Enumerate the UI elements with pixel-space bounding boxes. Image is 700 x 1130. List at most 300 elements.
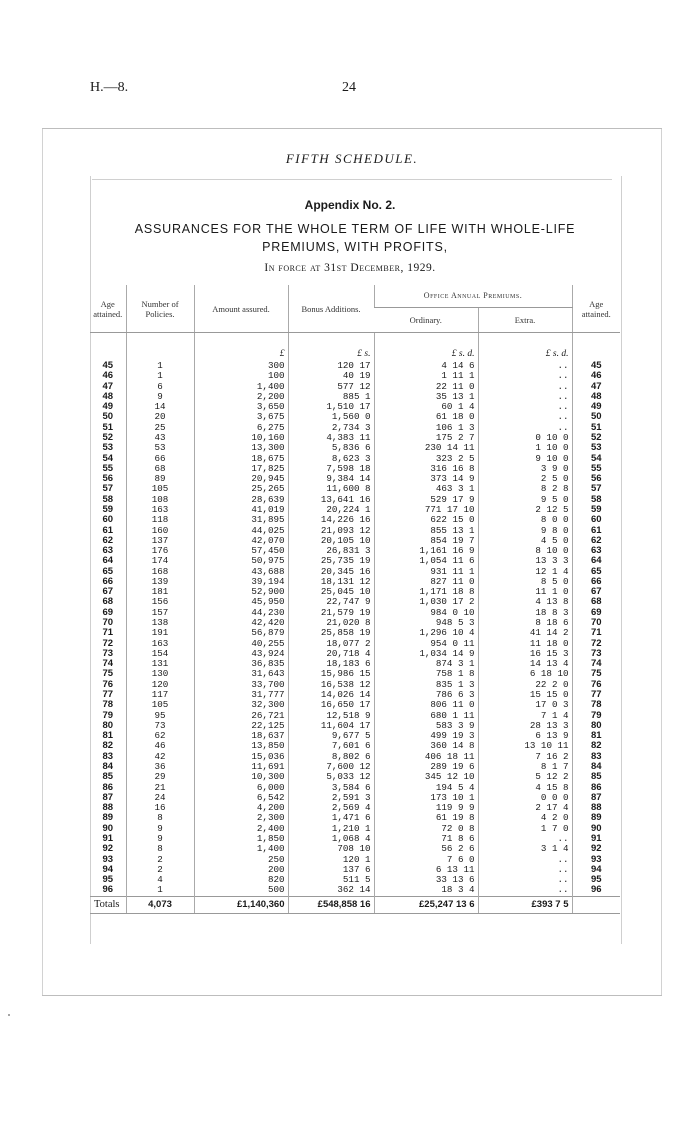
cell-extra: 9 8 0 [478,526,572,536]
cell-policies: 6 [126,382,194,392]
cell-age-right: 55 [572,464,620,474]
cell-extra: .. [478,855,572,865]
cell-bonus: 577 12 [288,382,374,392]
heading-line-2: PREMIUMS, WITH PROFITS, [262,240,448,254]
cell-amount: 820 [194,875,288,885]
cell-amount: 300 [194,361,288,371]
cell-age: 94 [102,863,114,875]
cell-age: 90 [102,822,114,834]
cell-ordinary: 18 3 4 [374,885,478,896]
unit-bonus: £ s. [288,347,374,361]
cell-policies: 36 [126,762,194,772]
cell-ordinary: 406 18 11 [374,752,478,762]
cell-policies: 160 [126,526,194,536]
cell-amount: 4,200 [194,803,288,813]
cell-age: 76 [102,678,114,690]
cell-extra: .. [478,865,572,875]
cell-amount: 50,975 [194,556,288,566]
cell-age-right: 45 [572,361,620,371]
cell-ordinary: 529 17 9 [374,495,478,505]
cell-policies: 118 [126,515,194,525]
unit-extra: £ s. d. [478,347,572,361]
cell-extra: 0 10 0 [478,433,572,443]
cell-amount: 31,895 [194,515,288,525]
cell-policies: 105 [126,484,194,494]
cell-age-right: 79 [572,711,620,721]
cell-bonus: 9,677 5 [288,731,374,741]
cell-age-right: 71 [572,628,620,638]
cell-extra: 7 1 4 [478,711,572,721]
cell-policies: 95 [126,711,194,721]
cell-amount: 40,255 [194,639,288,649]
cell-amount: 2,400 [194,824,288,834]
cell-age-right: 72 [572,639,620,649]
totals-amount: £1,140,360 [194,896,288,913]
cell-bonus: 7,598 18 [288,464,374,474]
cell-amount: 200 [194,865,288,875]
cell-amount: 42,070 [194,536,288,546]
cell-amount: 10,160 [194,433,288,443]
cell-bonus: 11,604 17 [288,721,374,731]
cell-ordinary: 289 19 6 [374,762,478,772]
cell-bonus: 1,471 6 [288,813,374,823]
cell-amount: 25,265 [194,484,288,494]
units-row [90,347,620,361]
cell-bonus: 11,600 8 [288,484,374,494]
cell-age: 56 [102,473,114,485]
cell-ordinary: 771 17 10 [374,505,478,515]
cell-age: 49 [102,401,114,413]
cell-extra: .. [478,382,572,392]
cell-age-right: 50 [572,412,620,422]
cell-amount: 32,300 [194,700,288,710]
cell-extra: .. [478,885,572,896]
cell-extra: .. [478,412,572,422]
header-age-attained: Age attained. [90,285,126,333]
cell-ordinary: 230 14 11 [374,443,478,453]
cell-age-right: 83 [572,752,620,762]
cell-bonus: 7,601 6 [288,741,374,751]
cell-bonus: 137 6 [288,865,374,875]
cell-bonus: 1,068 4 [288,834,374,844]
cell-age: 78 [102,699,114,711]
cell-amount: 500 [194,885,288,896]
cell-extra: 11 18 0 [478,639,572,649]
cell-bonus: 16,538 12 [288,680,374,690]
cell-amount: 1,400 [194,844,288,854]
cell-bonus: 14,226 16 [288,515,374,525]
cell-extra: 11 1 0 [478,587,572,597]
frame-left-rule [42,129,43,995]
cell-ordinary: 6 13 11 [374,865,478,875]
cell-ordinary: 360 14 8 [374,741,478,751]
cell-bonus: 20,105 10 [288,536,374,546]
unit-amount: £ [194,347,288,361]
table-row [90,844,620,854]
cell-age: 79 [102,709,114,721]
cell-bonus: 5,033 12 [288,772,374,782]
spacer-row [90,333,620,348]
cell-age: 74 [102,658,114,670]
cell-age: 52 [102,431,114,443]
cell-extra: 8 10 0 [478,546,572,556]
cell-policies: 108 [126,495,194,505]
cell-age: 85 [102,771,114,783]
cell-policies: 2 [126,855,194,865]
header-extra: Extra. [478,308,572,333]
cell-bonus: 8,623 3 [288,454,374,464]
schedule-title: FIFTH SCHEDULE. [285,151,419,166]
cell-amount: 6,542 [194,793,288,803]
cell-age: 92 [102,843,114,855]
cell-age: 59 [102,503,114,515]
cell-ordinary: 931 11 1 [374,567,478,577]
heading-line-1: ASSURANCES FOR THE WHOLE TERM OF LIFE WITH WHOLE-LIFE [134,222,576,236]
cell-extra: 2 17 4 [478,803,572,813]
cell-bonus: 1,210 1 [288,824,374,834]
cell-ordinary: 1,171 18 8 [374,587,478,597]
table-row [90,772,620,782]
cell-policies: 1 [126,885,194,896]
cell-amount: 250 [194,855,288,865]
cell-bonus: 20,224 1 [288,505,374,515]
cell-ordinary: 72 0 8 [374,824,478,834]
cell-bonus: 885 1 [288,392,374,402]
cell-age-right: 80 [572,721,620,731]
cell-age-right: 63 [572,546,620,556]
header-office-annual-premiums: Office Annual Premiums. [374,285,572,308]
cell-ordinary: 1,161 16 9 [374,546,478,556]
cell-amount: 31,643 [194,669,288,679]
cell-extra: .. [478,402,572,412]
cell-extra: .. [478,834,572,844]
cell-extra: 41 14 2 [478,628,572,638]
cell-age-right: 94 [572,865,620,875]
cell-age-right: 81 [572,731,620,741]
cell-bonus: 511 5 [288,875,374,885]
cell-extra: 1 10 0 [478,443,572,453]
cell-amount: 44,025 [194,526,288,536]
cell-policies: 29 [126,772,194,782]
cell-policies: 9 [126,824,194,834]
cell-bonus: 3,584 6 [288,783,374,793]
cell-bonus: 708 10 [288,844,374,854]
cell-extra: 3 9 0 [478,464,572,474]
cell-age: 71 [102,627,114,639]
cell-ordinary: 583 3 9 [374,721,478,731]
cell-amount: 1,400 [194,382,288,392]
cell-ordinary: 35 13 1 [374,392,478,402]
cell-ordinary: 622 15 0 [374,515,478,525]
cell-extra: 4 13 8 [478,597,572,607]
header-bonus-additions: Bonus Additions. [288,285,374,333]
cell-extra: 15 15 0 [478,690,572,700]
cell-extra: 14 13 4 [478,659,572,669]
cell-age: 80 [102,719,114,731]
cell-ordinary: 1,296 10 4 [374,628,478,638]
stray-mark [8,1014,10,1016]
cell-age: 62 [102,534,114,546]
cell-amount: 26,721 [194,711,288,721]
appendix-label: Appendix No. 2. [304,198,396,212]
cell-policies: 62 [126,731,194,741]
cell-policies: 163 [126,639,194,649]
cell-extra: 18 8 3 [478,608,572,618]
cell-policies: 8 [126,844,194,854]
cell-bonus: 21,020 8 [288,618,374,628]
cell-amount: 56,879 [194,628,288,638]
cell-policies: 168 [126,567,194,577]
cell-ordinary: 106 1 3 [374,423,478,433]
cell-policies: 68 [126,464,194,474]
cell-extra: 1 7 0 [478,824,572,834]
table-row [90,443,620,453]
cell-ordinary: 60 1 4 [374,402,478,412]
cell-policies: 9 [126,834,194,844]
cell-age: 93 [102,853,114,865]
cell-extra: .. [478,392,572,402]
header-amount-assured: Amount assured. [194,285,288,333]
cell-age-right: 67 [572,587,620,597]
cell-policies: 176 [126,546,194,556]
cell-extra: 9 10 0 [478,454,572,464]
cell-extra: 17 0 3 [478,700,572,710]
cell-age: 64 [102,555,114,567]
cell-bonus: 13,641 16 [288,495,374,505]
cell-extra: .. [478,875,572,885]
cell-age: 73 [102,647,114,659]
cell-age-right: 95 [572,875,620,885]
page-number: 24 [342,80,356,95]
cell-age: 51 [102,421,114,433]
cell-ordinary: 463 3 1 [374,484,478,494]
cell-policies: 117 [126,690,194,700]
cell-age: 91 [102,832,114,844]
cell-policies: 120 [126,680,194,690]
cell-extra: 6 13 9 [478,731,572,741]
cell-amount: 42,420 [194,618,288,628]
cell-policies: 66 [126,454,194,464]
cell-amount: 41,019 [194,505,288,515]
cell-bonus: 18,183 6 [288,659,374,669]
cell-amount: 18,675 [194,454,288,464]
totals-policies: 4,073 [126,896,194,913]
cell-age: 88 [102,802,114,814]
cell-age-right: 73 [572,649,620,659]
totals-bonus: £548,858 16 [288,896,374,913]
cell-extra: 9 5 0 [478,495,572,505]
cell-age-right: 68 [572,597,620,607]
cell-bonus: 362 14 [288,885,374,896]
cell-ordinary: 56 2 6 [374,844,478,854]
cell-age-right: 46 [572,371,620,381]
cell-ordinary: 194 5 4 [374,783,478,793]
cell-age: 53 [102,442,114,454]
frame-right-rule [661,129,662,995]
cell-ordinary: 323 2 5 [374,454,478,464]
cell-policies: 20 [126,412,194,422]
cell-extra: 0 0 0 [478,793,572,803]
cell-ordinary: 316 16 8 [374,464,478,474]
cell-amount: 43,688 [194,567,288,577]
cell-amount: 11,691 [194,762,288,772]
cell-policies: 138 [126,618,194,628]
cell-age-right: 90 [572,824,620,834]
cell-age-right: 85 [572,772,620,782]
cell-policies: 16 [126,803,194,813]
cell-amount: 1,850 [194,834,288,844]
cell-age-right: 48 [572,392,620,402]
cell-ordinary: 948 5 3 [374,618,478,628]
cell-amount: 2,200 [194,392,288,402]
cell-age-right: 56 [572,474,620,484]
cell-ordinary: 61 18 0 [374,412,478,422]
cell-extra: 28 13 3 [478,721,572,731]
in-force-date: In force at 31st December, 1929. [264,262,436,274]
cell-age-right: 51 [572,423,620,433]
cell-bonus: 4,383 11 [288,433,374,443]
cell-age-right: 75 [572,669,620,679]
cell-amount: 44,230 [194,608,288,618]
cell-policies: 181 [126,587,194,597]
cell-age: 87 [102,791,114,803]
cell-amount: 52,900 [194,587,288,597]
cell-ordinary: 786 6 3 [374,690,478,700]
cell-extra: 4 5 0 [478,536,572,546]
cell-policies: 8 [126,813,194,823]
cell-amount: 15,036 [194,752,288,762]
cell-age: 48 [102,390,114,402]
cell-age: 63 [102,545,114,557]
cell-age-right: 84 [572,762,620,772]
cell-amount: 18,637 [194,731,288,741]
cell-extra: 13 10 11 [478,741,572,751]
cell-amount: 33,700 [194,680,288,690]
cell-policies: 4 [126,875,194,885]
cell-policies: 89 [126,474,194,484]
cell-extra: 5 12 2 [478,772,572,782]
unit-ordinary: £ s. d. [374,347,478,361]
cell-extra: 16 15 3 [478,649,572,659]
cell-policies: 25 [126,423,194,433]
cell-ordinary: 835 1 3 [374,680,478,690]
cell-bonus: 20,718 4 [288,649,374,659]
cell-ordinary: 7 6 0 [374,855,478,865]
cell-age-right: 77 [572,690,620,700]
cell-ordinary: 855 13 1 [374,526,478,536]
cell-ordinary: 874 3 1 [374,659,478,669]
cell-age-right: 60 [572,515,620,525]
cell-age-right: 61 [572,526,620,536]
cell-ordinary: 4 14 6 [374,361,478,371]
cell-extra: 7 16 2 [478,752,572,762]
cell-ordinary: 758 1 8 [374,669,478,679]
cell-bonus: 5,836 6 [288,443,374,453]
page-header-left: H.—8. [90,80,129,95]
cell-age-right: 74 [572,659,620,669]
cell-age-right: 65 [572,567,620,577]
totals-extra: £393 7 5 [478,896,572,913]
cell-age: 81 [102,730,114,742]
cell-age-right: 64 [572,556,620,566]
cell-extra: .. [478,423,572,433]
cell-age: 66 [102,575,114,587]
cell-age: 45 [102,360,114,371]
cell-age-right: 69 [572,608,620,618]
cell-bonus: 7,600 12 [288,762,374,772]
cell-bonus: 26,831 3 [288,546,374,556]
cell-extra: 3 1 4 [478,844,572,854]
cell-bonus: 2,734 3 [288,423,374,433]
cell-bonus: 1,560 0 [288,412,374,422]
cell-age-right: 93 [572,855,620,865]
cell-ordinary: 61 19 8 [374,813,478,823]
cell-policies: 9 [126,392,194,402]
cell-ordinary: 1,030 17 2 [374,597,478,607]
cell-amount: 17,825 [194,464,288,474]
header-ordinary: Ordinary. [374,308,478,333]
cell-extra: 8 2 8 [478,484,572,494]
cell-policies: 53 [126,443,194,453]
cell-bonus: 120 17 [288,361,374,371]
cell-age: 58 [102,493,114,505]
cell-extra: 2 5 0 [478,474,572,484]
cell-amount: 13,850 [194,741,288,751]
cell-bonus: 15,986 15 [288,669,374,679]
totals-row [90,896,620,913]
cell-bonus: 2,591 3 [288,793,374,803]
cell-age-right: 66 [572,577,620,587]
cell-policies: 163 [126,505,194,515]
cell-bonus: 21,093 12 [288,526,374,536]
cell-age: 89 [102,812,114,824]
cell-bonus: 9,384 14 [288,474,374,484]
cell-age-right: 62 [572,536,620,546]
cell-age: 67 [102,586,114,598]
cell-amount: 20,945 [194,474,288,484]
cell-bonus: 120 1 [288,855,374,865]
cell-extra: 4 15 8 [478,783,572,793]
cell-age: 55 [102,462,114,474]
cell-age: 86 [102,781,114,793]
cell-ordinary: 173 10 1 [374,793,478,803]
cell-age-right: 86 [572,783,620,793]
cell-amount: 6,000 [194,783,288,793]
table-row [90,515,620,525]
table-heading [100,220,610,256]
cell-age-right: 54 [572,454,620,464]
cell-age: 68 [102,596,114,608]
cell-bonus: 16,650 17 [288,700,374,710]
cell-amount: 43,924 [194,649,288,659]
cell-policies: 43 [126,433,194,443]
cell-ordinary: 345 12 10 [374,772,478,782]
cell-age-right: 57 [572,484,620,494]
cell-policies: 73 [126,721,194,731]
cell-age: 46 [102,370,114,382]
assurances-table [90,285,620,914]
cell-age: 54 [102,452,114,464]
cell-bonus: 12,518 9 [288,711,374,721]
cell-bonus: 2,569 4 [288,803,374,813]
cell-policies: 2 [126,865,194,875]
cell-ordinary: 1,054 11 6 [374,556,478,566]
cell-bonus: 8,802 6 [288,752,374,762]
totals-ordinary: £25,247 13 6 [374,896,478,913]
cell-age-right: 88 [572,803,620,813]
cell-policies: 1 [126,361,194,371]
cell-age-right: 82 [572,741,620,751]
